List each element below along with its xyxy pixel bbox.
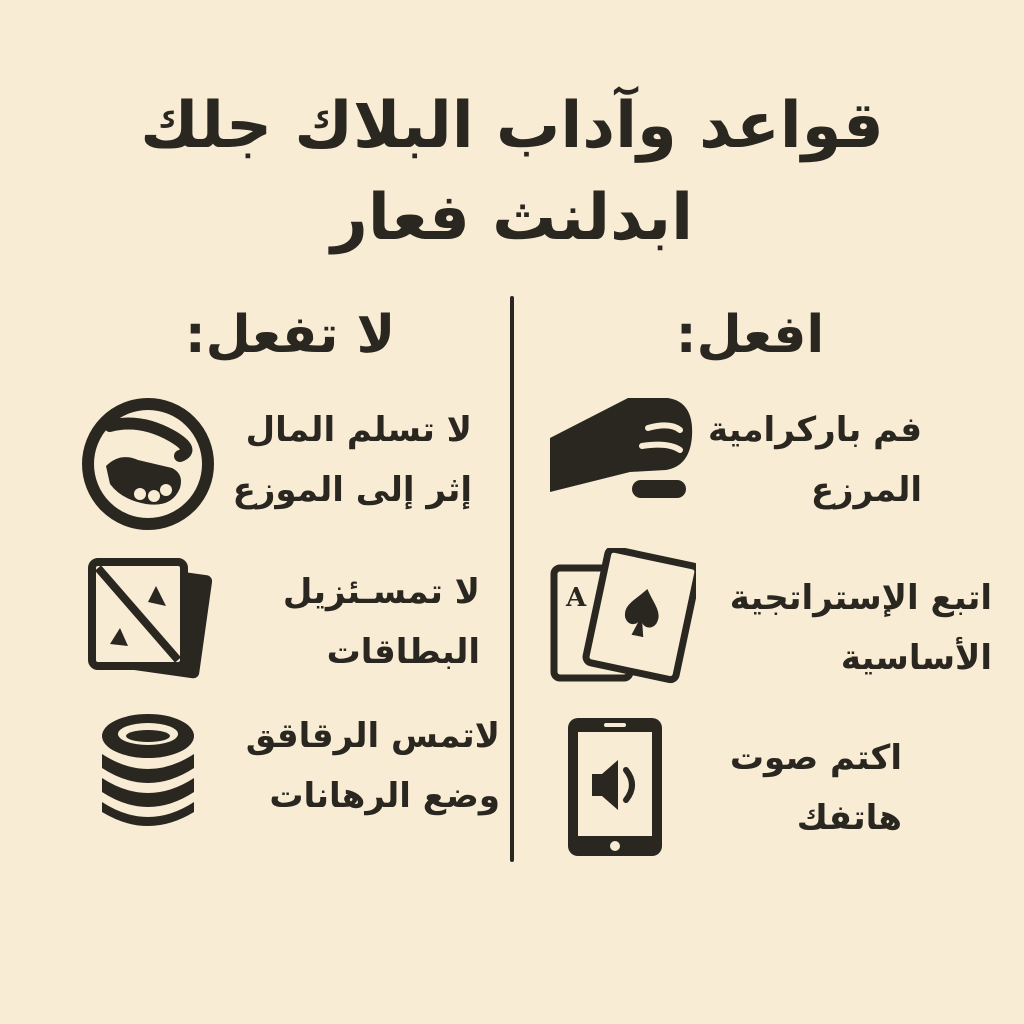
chip-stack-icon xyxy=(96,706,200,830)
dont-item-1-line-1: لا تسلم المال xyxy=(245,410,472,450)
dont-item-1 xyxy=(220,400,472,520)
do-item-2-line-1: اتبع الإستراتجية xyxy=(729,578,992,618)
dont-item-1-line-2: إثر إلى الموزع xyxy=(232,470,472,510)
svg-text:A: A xyxy=(566,583,587,613)
page-title xyxy=(0,80,1024,264)
title-line-1: قواعد وآداب البلاك جلك xyxy=(140,89,884,163)
title-line-2: ابدلنث فعار xyxy=(330,181,694,255)
crossed-cards-icon xyxy=(86,556,212,680)
do-item-1-line-1: فم باركرامية xyxy=(708,410,922,450)
do-item-3-line-2: هاتفك xyxy=(796,798,902,838)
do-item-2 xyxy=(640,568,992,688)
do-item-1-line-2: المرزع xyxy=(810,470,922,510)
do-item-3-line-1: اكتم صوت xyxy=(729,738,902,778)
dont-item-3-line-2: وضع الرهانات xyxy=(269,776,500,816)
dont-item-2-line-2: البطاقات xyxy=(326,632,480,672)
dont-item-2-line-1: لا تمسـئزيل xyxy=(282,572,480,612)
dont-item-3-line-1: لاتمس الرقاقق xyxy=(245,716,500,756)
column-divider xyxy=(510,296,514,862)
do-heading: افعل: xyxy=(675,305,825,365)
do-item-2-line-2: الأساسية xyxy=(840,638,992,678)
do-item-3 xyxy=(640,728,902,848)
no-money-hand-icon xyxy=(80,396,216,532)
dont-item-2 xyxy=(236,562,480,682)
do-item-1 xyxy=(640,400,922,520)
dont-item-3 xyxy=(236,706,500,826)
dont-heading: لا تفعل: xyxy=(184,305,396,365)
